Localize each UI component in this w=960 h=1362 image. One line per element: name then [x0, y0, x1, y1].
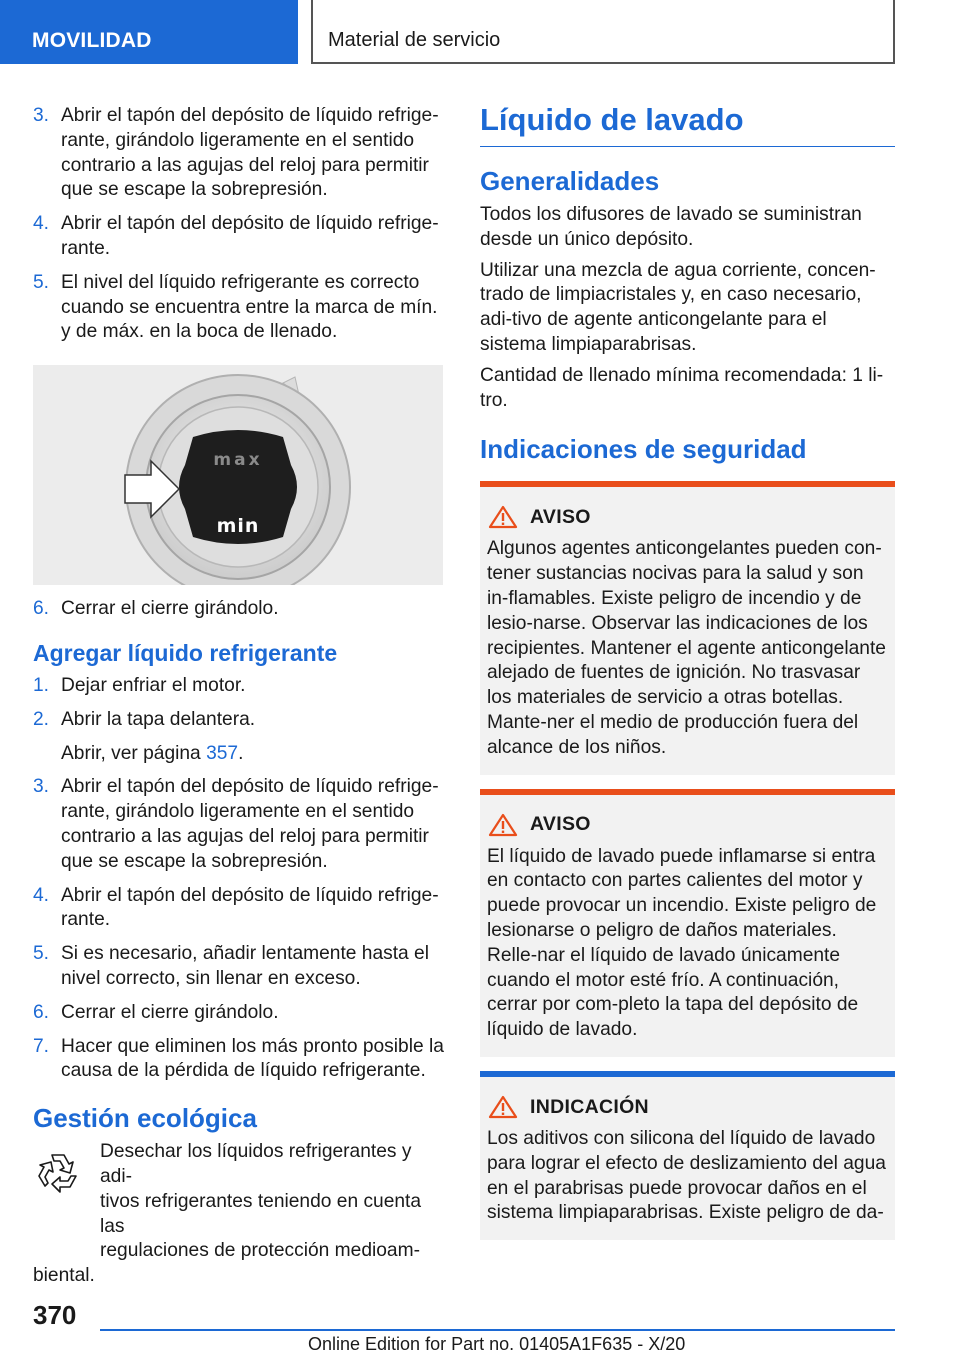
step-text: Abrir el tapón del depósito de líquido refrige-rante, girándolo ligeramente en el sentido contrario a las agujas del reloj para permitir que se escape la sobrepresión. [61, 776, 439, 872]
general-heading: Generalidades [480, 166, 660, 196]
step-number: 3. [33, 105, 50, 126]
step-text: El nivel del líquido refrigerante es correcto cuando se encuentra entre la marca de mín. y de máx. en la boca de llenado. [61, 271, 438, 343]
header-chapter-label: Material de servicio [328, 29, 501, 51]
notice-box [480, 1071, 895, 1240]
step-text: Si es necesario, añadir lentamente hasta el nivel correcto, sin llenar en exceso. [61, 943, 429, 989]
add-coolant-heading: Agregar líquido refrigerante [33, 639, 338, 666]
step-text: Cerrar el cierre girándolo. [61, 598, 279, 620]
step-number: 6. [33, 1001, 50, 1023]
recycle-icon [33, 1148, 83, 1198]
eco-heading: Gestión ecológica [33, 1103, 257, 1134]
step-text: Hacer que eliminen los más pronto posible la causa de la pérdida de líquido refrigerante. [61, 1035, 444, 1082]
step-item [33, 884, 445, 934]
min-mark-label: min [216, 515, 260, 538]
step-number: 5. [33, 271, 50, 293]
step-number: 7. [33, 1035, 50, 1057]
general-paragraph: Todos los difusores de lavado se suministran desde un único depósito. [480, 204, 862, 250]
coolant-cap-illustration [33, 365, 443, 585]
warning-header [487, 503, 887, 531]
safety-heading: Indicaciones de seguridad [480, 434, 807, 465]
step-text: Abrir el tapón del depósito de líquido refrige-rante. [61, 884, 439, 931]
step-number: 6. [33, 598, 50, 620]
header-section-label: MOVILIDAD [32, 29, 152, 52]
right-column [480, 104, 895, 1240]
page-reference [33, 742, 445, 767]
warning-box [480, 789, 895, 1057]
step-item [33, 708, 445, 733]
step-item [33, 1035, 445, 1085]
step-text: Dejar enfriar el motor. [61, 674, 246, 696]
warning-triangle-icon [488, 505, 518, 529]
step-item [33, 674, 445, 699]
general-paragraph: Utilizar una mezcla de agua corriente, concen-trado de limpiacristales y, en caso necesario, adi-tivo de agente anticongelante para el sistema limpiaparabrisas. [480, 259, 876, 355]
general-paragraph: Cantidad de llenado mínima recomendada: 1 li-tro. [480, 364, 884, 411]
step-number: 1. [33, 674, 50, 696]
page-number: 370 [33, 1300, 77, 1330]
step-text: Abrir la tapa delantera. [61, 708, 256, 730]
step-item [33, 271, 445, 345]
step-number: 4. [33, 213, 50, 235]
notice-text: Los aditivos con silicona del líquido de lavado para lograr el efecto de deslizamiento del agua en el parabrisas puede provocar daños en el sistema limpiaparabrisas. Existe peligro de da- [487, 1127, 886, 1224]
step-item [33, 597, 445, 622]
step-number: 5. [33, 943, 50, 965]
left-column [33, 104, 445, 1289]
warning-box [480, 481, 895, 774]
washer-fluid-title: Líquido de lavado [480, 100, 895, 147]
step-item [33, 212, 445, 262]
warning-text: El líquido de lavado puede inflamarse si entra en contacto con partes calientes del motor y puede provocar un incendio. Existe peligro de lesionarse o peligro de daños materiales. Relle-nar el líquido de lavado únicamente cuando el motor esté frío. A continuación, cerrar por com-pleto la tapa del depósito de líquido de lavado. [487, 845, 877, 1041]
warning-triangle-icon [488, 813, 518, 837]
step-item [33, 104, 445, 203]
step-text: Cerrar el cierre girándolo. [61, 1001, 279, 1023]
warning-label: AVISO [530, 813, 591, 836]
header-section-tab [0, 0, 298, 64]
eco-block [33, 1140, 445, 1289]
step-text: Abrir el tapón del depósito de líquido refrige-rante, girándolo ligeramente en el sentido contrario a las agujas del reloj para permitir que se escape la sobrepresión. [61, 105, 439, 201]
eco-text-last: biental. [33, 1265, 95, 1287]
step-number: 3. [33, 776, 50, 798]
eco-text-line: Desechar los líquidos refrigerantes y adi- [100, 1141, 412, 1187]
page-reference-text: Abrir, ver página [61, 742, 207, 764]
max-mark-label: max [213, 450, 263, 471]
eco-text-line: tivos refrigerantes teniendo en cuenta las [100, 1190, 422, 1237]
footer-edition: Online Edition for Part no. 01405A1F635 - X/20 [308, 1334, 686, 1354]
notice-label: INDICACIÓN [530, 1095, 649, 1118]
warning-triangle-icon [488, 1095, 518, 1119]
step-item [33, 1001, 445, 1026]
page-reference-end: . [238, 742, 244, 764]
footer-divider [100, 1329, 895, 1331]
warning-text: Algunos agentes anticongelantes pueden con-tener sustancias nocivas para la salud y son in-flamables. Existe peligro de incendio y de lesio-narse. Observar las indicaciones de los recipientes. Mantener el agente anticongelante alejado de fuentes de ignición. No trasvasar los materiales de servicio a otras botellas. Mante-ner el medio de producción fuera del alcance de los niños. [487, 538, 886, 758]
step-number: 4. [33, 884, 50, 906]
step-item [33, 775, 445, 874]
step-number: 2. [33, 708, 50, 730]
step-text: Abrir el tapón del depósito de líquido refrige-rante. [61, 213, 439, 259]
coolant-cap-figure [33, 365, 443, 585]
eco-text-line: regulaciones de protección medioam- [100, 1240, 420, 1262]
step-item [33, 942, 445, 992]
header-chapter-tab [311, 0, 895, 64]
page-reference-link[interactable]: 357 [206, 742, 239, 764]
warning-label: AVISO [530, 505, 591, 528]
warning-header [487, 811, 887, 839]
notice-header [487, 1093, 887, 1121]
